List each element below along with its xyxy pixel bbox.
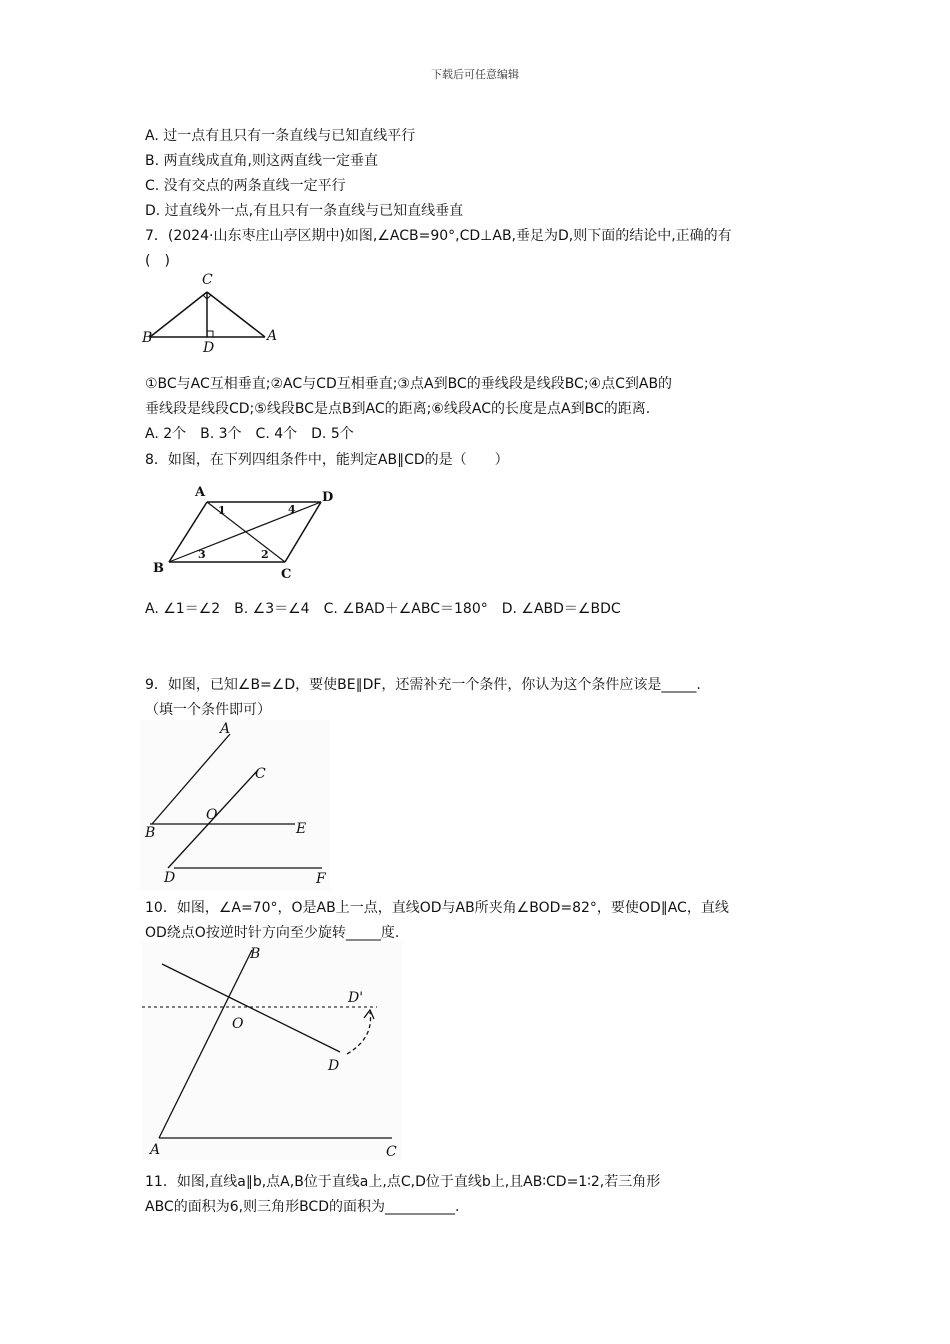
q8-angle-1: 1 bbox=[218, 504, 226, 517]
q10-figure bbox=[142, 942, 402, 1160]
q9-label-f: F bbox=[316, 871, 326, 887]
q8-label-c: C bbox=[281, 567, 292, 582]
q7-question-line2: ( ) bbox=[145, 253, 170, 269]
q6-option-a: A. 过一点有且只有一条直线与已知直线平行 bbox=[145, 128, 416, 144]
q6-option-b: B. 两直线成直角,则这两直线一定垂直 bbox=[145, 153, 378, 169]
q7-label-d: D bbox=[203, 340, 215, 355]
q7-question-line1: 7．(2024·山东枣庄山亭区期中)如图,∠ACB=90°,CD⊥AB,垂足为D,则下面的结论中,正确的有 bbox=[145, 228, 732, 244]
page-header: 下载后可任意编辑 bbox=[431, 68, 519, 81]
q10-label-c: C bbox=[386, 1144, 397, 1160]
q8-figure bbox=[145, 480, 345, 585]
q9-question-line1: 9．如图，已知∠B=∠D，要使BE∥DF，还需补充一个条件，你认为这个条件应该是_____. bbox=[145, 677, 701, 693]
q9-label-e: E bbox=[296, 821, 307, 837]
q9-label-b: B bbox=[145, 825, 156, 841]
q9-label-c: C bbox=[255, 766, 266, 782]
q10-question-line2: OD绕点O按逆时针方向至少旋转_____度. bbox=[145, 925, 400, 941]
q7-options: A. 2个 B. 3个 C. 4个 D. 5个 bbox=[145, 426, 354, 442]
q8-options: A. ∠1＝∠2 B. ∠3＝∠4 C. ∠BAD＋∠ABC＝180° D. ∠ABD＝∠BDC bbox=[145, 601, 621, 617]
q10-label-b: B bbox=[250, 946, 261, 962]
q9-figure bbox=[140, 720, 330, 890]
q8-question: 8．如图，在下列四组条件中，能判定AB∥CD的是（ ） bbox=[145, 452, 509, 468]
q6-option-c: C. 没有交点的两条直线一定平行 bbox=[145, 178, 346, 194]
q7-label-c: C bbox=[202, 272, 213, 288]
q11-question-line2: ABC的面积为6,则三角形BCD的面积为__________. bbox=[145, 1199, 460, 1215]
q8-angle-4: 4 bbox=[288, 503, 296, 516]
q7-label-a: A bbox=[267, 328, 278, 344]
q6-option-d: D. 过直线外一点,有且只有一条直线与已知直线垂直 bbox=[145, 203, 464, 219]
q11-question-line1: 11．如图,直线a∥b,点A,B位于直线a上,点C,D位于直线b上,且AB∶CD=1∶2,若三角形 bbox=[145, 1174, 661, 1190]
q10-label-a: A bbox=[150, 1142, 161, 1158]
q8-label-a: A bbox=[195, 485, 206, 500]
q7-figure bbox=[140, 270, 290, 355]
q10-question-line1: 10．如图，∠A=70°，O是AB上一点，直线OD与AB所夹角∠BOD=82°，要使OD∥AC，直线 bbox=[145, 900, 729, 916]
q9-question-line2: （填一个条件即可） bbox=[145, 702, 271, 718]
q7-statements-line1: ①BC与AC互相垂直;②AC与CD互相垂直;③点A到BC的垂线段是线段BC;④点C到AB的 bbox=[145, 376, 673, 392]
q9-label-o: O bbox=[206, 807, 218, 823]
q9-label-d: D bbox=[164, 870, 176, 886]
q8-angle-2: 2 bbox=[261, 548, 269, 561]
q10-label-o: O bbox=[232, 1016, 244, 1032]
q8-angle-3: 3 bbox=[198, 548, 206, 561]
q8-label-b: B bbox=[153, 561, 164, 576]
q10-label-d-prime: D' bbox=[348, 990, 364, 1006]
q10-label-d: D bbox=[328, 1058, 340, 1074]
q9-label-a: A bbox=[220, 721, 231, 737]
q8-label-d: D bbox=[322, 490, 334, 505]
q7-statements-line2: 垂线段是线段CD;⑤线段BC是点B到AC的距离;⑥线段AC的长度是点A到BC的距离. bbox=[145, 401, 651, 417]
q7-label-b: B bbox=[142, 330, 153, 346]
